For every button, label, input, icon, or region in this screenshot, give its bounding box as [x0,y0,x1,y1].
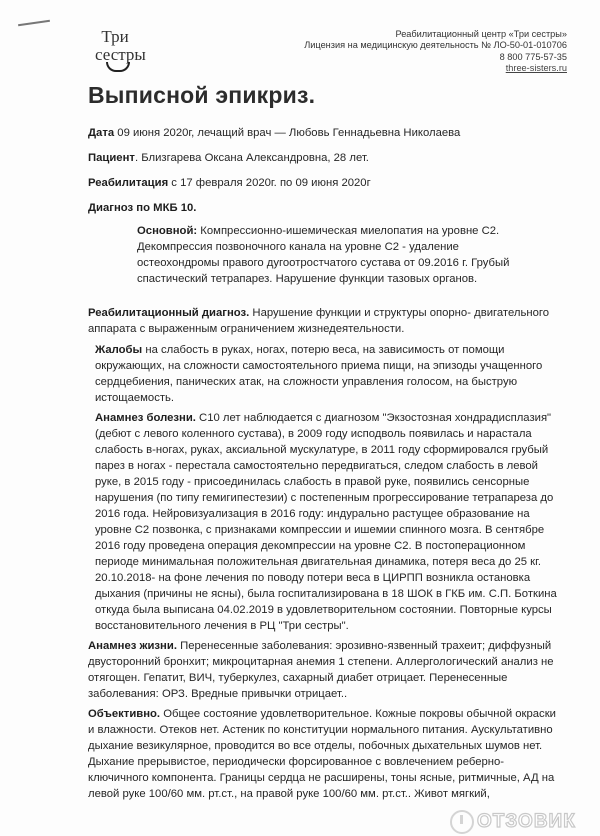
logo [95,27,146,64]
pen-mark [18,20,50,26]
paragraph-text: С10 лет наблюдается с диагнозом "Экзостозная хондрадисплазия" [195,412,552,424]
paragraph-icd10-diagnosis [88,200,196,216]
text-line [88,786,556,802]
text-line [95,570,557,586]
paragraph-text: дыхания (причины не ясны), была госпитализирована в 18 ШОК в ГКБ им. С.П. Боткина [95,588,557,600]
paragraph-text: Компрессионно-ишемическая миелопатия на уровне С2. [197,225,500,237]
text-line [88,200,196,216]
watermark-text: ОТЗОВИК [477,811,576,832]
org-website-link[interactable]: three-sisters.ru [505,62,567,73]
paragraph-text: остеохондромы правого дугоотростчатого сустава от 09.2016 г. Грубый [137,257,510,269]
paragraph-date [88,125,460,141]
org-name: Реабилитационный центр «Три сестры» [395,29,567,39]
paragraph-heading: Диагноз по МКБ 10. [88,202,197,214]
paragraph-complaints [95,342,542,406]
paragraph-text: истощаемость. [95,392,175,404]
text-line [95,410,557,426]
document-title: Выписной эпикриз. [88,82,316,108]
paragraph-heading: Реабилитационный диагноз. [88,307,250,319]
paragraph-text: уровне С2 позвонка, с признаками компрессии и ишемии спинного мозга. В сентябре [95,524,545,536]
paragraph-text: 09 июня 2020г, лечащий врач — Любовь Геннадьевна Николаева [114,127,461,139]
text-line [95,490,557,506]
paragraph-heading: Пациент [88,152,135,164]
text-line [95,474,557,490]
paragraph-heading: Объективно. [88,708,161,720]
otzovik-watermark [450,810,576,834]
text-line [88,754,556,770]
paragraph-text: периоде минимальная положительная двигательная динамика, потеря веса до 25 кг. [95,556,542,568]
text-line [88,638,554,654]
paragraph-text: Дыхание прерывистое, периодически форсированное с вовлечением реберно- [88,756,505,768]
paragraph-objective-status [88,706,556,802]
paragraph-text: нарушения (по типу гемигипестезии) с постепенным прогрессирование тетрапареза до [95,492,554,504]
paragraph-text: сердцебиения, панических атак, на сложности управления голосом, на быструю [95,376,518,388]
paragraph-rehab-diagnosis [88,305,549,337]
text-line [88,738,556,754]
text-line [95,374,542,390]
paragraph-text: на слабость в руках, ногах, потерю веса, на зависимость от помощи [142,344,505,356]
text-line [88,175,371,191]
paragraph-heading: Основной: [137,225,198,237]
text-line [88,125,460,141]
paragraph-text: ключичного компонента. Границы сердца не расширены, тоны ясные, ритмичные, АД на [88,772,555,784]
text-line [88,150,369,166]
paragraph-text: с 17 февраля 2020г. по 09 июня 2020г [168,177,371,189]
paragraph-text: парез в ногах - перестала самостоятельно передвигаться, следом слабость в левой [95,460,538,472]
text-line [88,706,556,722]
paragraph-text: спастический тетрапарез. Нарушение функции тазовых органов. [137,273,478,285]
paragraph-text: окружающих, на сложности самостоятельного приема пищи, на эпизоды учащенного [95,360,543,372]
paragraph-text: отягощен. Гепатит, ВИЧ, туберкулез, сахарный диабет отрицает. Перенесенные [88,672,508,684]
paragraph-text: и влажности. Отеков нет. Астеник по конституции нормального питания. Аускультативно [88,724,553,736]
text-line [95,442,557,458]
paragraph-heading: Анамнез жизни. [88,640,177,652]
paragraph-text: Нарушение функции и структуры опорно- двигательного [249,307,550,319]
text-line [95,358,542,374]
text-line [137,255,509,271]
text-line [88,670,554,686]
paragraph-text: заболевания: ОРЗ. Вредные привычки отрицает.. [88,688,348,700]
text-line [88,321,549,337]
text-line [95,458,557,474]
text-line [95,618,557,634]
logo-smile-icon [106,62,130,72]
paragraph-patient [88,150,369,166]
text-line [137,223,509,239]
paragraph-text: 2016 года. Нейровизуализация в 2016 году: индурально растущее образование на [95,508,530,520]
paragraph-text: 20.10.2018- на фоне лечения по поводу потери веса в ЦИРПП возникла остановка [95,572,531,584]
org-phone: 8 800 775-57-35 [499,51,567,62]
text-line [95,602,557,618]
paragraph-main-diagnosis [137,223,509,287]
paragraph-heading: Дата [88,127,115,139]
text-line [95,426,557,442]
paragraph-rehabilitation-period [88,175,371,191]
paragraph-heading: Жалобы [95,344,143,356]
paragraph-text: руке, в 2015 году - присоединилась слабость в правой руке, появились сенсорные [95,476,530,488]
text-line [95,390,542,406]
power-icon [450,810,474,834]
paragraph-life-history [88,638,554,702]
text-line [95,554,557,570]
organization-header [304,29,567,74]
text-line [95,342,542,358]
text-line [95,522,557,538]
logo-line-1: Три [101,27,129,46]
text-line [137,239,509,255]
paragraph-text: левой руке 100/60 мм. рт.ст., на правой руке 100/60 мм. рт.ст.. Живот мягкий, [88,788,490,800]
text-line [88,305,549,321]
paragraph-text: аппарата с выраженным ограничением жизнедеятельности. [88,323,405,335]
text-line [95,586,557,602]
paragraph-text: восстановительного лечения в РЦ "Три сестры". [95,620,349,632]
org-license: Лицензия на медицинскую деятельность № ЛО-50-01-010706 [304,40,567,51]
text-line [95,506,557,522]
text-line [95,538,557,554]
text-line [137,271,509,287]
paragraph-text: откуда была выписана 04.02.2019 в удовлетворительном состоянии. Повторные курсы [95,604,552,616]
paragraph-text: двусторонний бронхит; микроцитарная анемия 1 степени. Аллергологический анализ не [88,656,554,668]
paragraph-text: Декомпрессия позвоночного канала на уровне С2 - удаление [137,241,459,253]
logo-line-2: сестры [95,45,146,64]
paragraph-disease-history [95,410,557,634]
paragraph-text: дыхание везикулярное, проводится во все отделы, побочных дыхательных шумов нет. [88,740,543,752]
paragraph-text: Общее состояние удовлетворительное. Кожные покровы обычной окраски [160,708,556,720]
paragraph-heading: Реабилитация [88,177,169,189]
paragraph-text: 2016 году проведена операция декомпрессии на уровне С2. В постоперационном [95,540,526,552]
paragraph-heading: Анамнез болезни. [95,412,196,424]
text-line [88,770,556,786]
paragraph-text: . Близгарева Оксана Александровна, 28 лет. [134,152,369,164]
paragraph-text: слабость в-ногах, руках, аксиальной мускулатуре, в 2011 году сформировался грубый [95,444,549,456]
paragraph-text: (дебют с левого коленного сустава), в 2009 году исподволь появилась и нарастала [95,428,532,440]
paragraph-text: Перенесенные заболевания: эрозивно-язвенный трахеит; диффузный [176,640,552,652]
text-line [88,654,554,670]
text-line [88,722,556,738]
text-line [88,686,554,702]
